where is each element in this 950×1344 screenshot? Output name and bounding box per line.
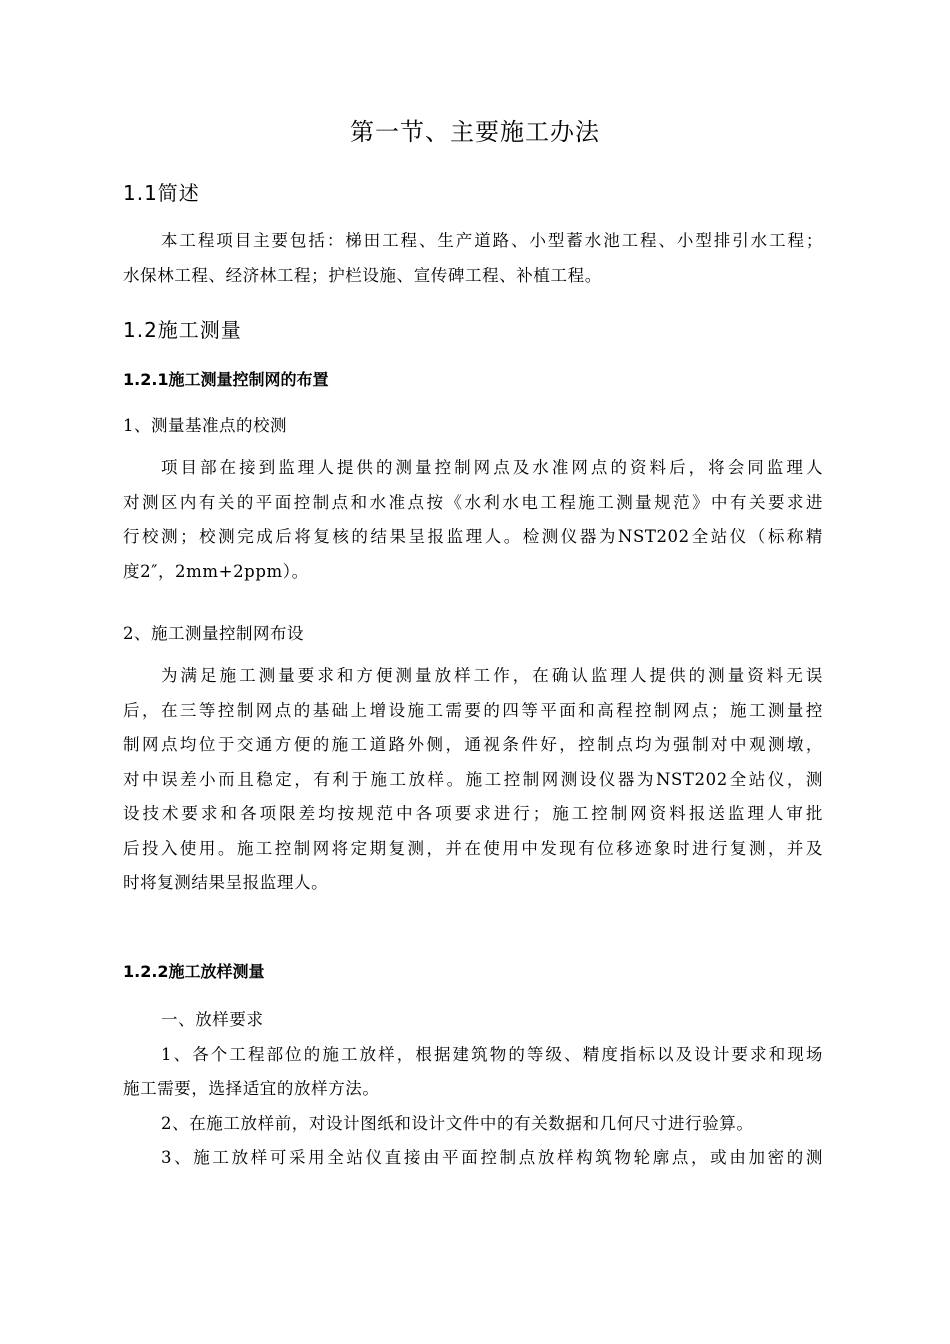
paragraph-line: 水保林工程、经济林工程；护栏设施、宣传碑工程、补植工程。 bbox=[123, 265, 602, 285]
setting-out-requirements bbox=[123, 1003, 823, 1176]
item-title-network-layout: 2、施工测量控制网布设 bbox=[123, 624, 304, 643]
paragraph-line: 设技术要求和各项限差均按规范中各项要求进行；施工控制网资料报送监理人审批 bbox=[123, 804, 823, 823]
paragraph-line: 后投入使用。施工控制网将定期复测，并在使用中发现有位移迹象时进行复测，并及 bbox=[123, 838, 823, 858]
overview-paragraph bbox=[123, 224, 823, 293]
network-layout-paragraph bbox=[123, 659, 823, 901]
paragraph-line: 对测区内有关的平面控制点和水准点按《水利水电工程施工测量规范》中有关要求进 bbox=[123, 492, 823, 512]
paragraph-line: 项目部在接到监理人提供的测量控制网点及水准网点的资料后，将会同监理人 bbox=[161, 458, 823, 477]
requirement-3: 3、施工放样可采用全站仪直接由平面控制点放样构筑物轮廓点，或由加密的测 bbox=[161, 1148, 823, 1167]
section-heading-survey: 1.2施工测量 bbox=[123, 318, 242, 342]
paragraph-line: 为满足施工测量要求和方便测量放样工作，在确认监理人提供的测量资料无误 bbox=[161, 666, 823, 685]
subsection-heading-setting-out: 1.2.2施工放样测量 bbox=[123, 962, 265, 981]
subsection-heading-control-network: 1.2.1施工测量控制网的布置 bbox=[123, 370, 329, 389]
item-title-benchmark-check: 1、测量基准点的校测 bbox=[123, 416, 287, 435]
section-heading-overview: 1.1简述 bbox=[123, 181, 200, 205]
requirements-title: 一、放样要求 bbox=[161, 1010, 264, 1029]
requirement-1-line: 施工需要，选择适宜的放样方法。 bbox=[123, 1079, 380, 1098]
paragraph-line: 时将复测结果呈报监理人。 bbox=[123, 873, 329, 892]
benchmark-check-paragraph bbox=[123, 451, 823, 589]
paragraph-line: 对中误差小而且稳定，有利于施工放样。施工控制网测设仪器为NST202全站仪，测 bbox=[123, 769, 823, 789]
paragraph-line: 度2″，2mm+2ppm）。 bbox=[123, 561, 309, 581]
paragraph-line: 后，在三等控制网点的基础上增设施工需要的四等平面和高程控制网点；施工测量控 bbox=[123, 700, 823, 720]
paragraph-line: 本工程项目主要包括：梯田工程、生产道路、小型蓄水池工程、小型排引水工程； bbox=[161, 231, 823, 250]
requirement-2: 2、在施工放样前，对设计图纸和设计文件中的有关数据和几何尺寸进行验算。 bbox=[161, 1113, 754, 1133]
requirement-1-line: 1、各个工程部位的施工放样，根据建筑物的等级、精度指标以及设计要求和现场 bbox=[161, 1044, 823, 1064]
page-title: 第一节、主要施工办法 bbox=[350, 118, 600, 146]
paragraph-line: 行校测；校测完成后将复核的结果呈报监理人。检测仪器为NST202全站仪（标称精 bbox=[123, 527, 823, 546]
paragraph-line: 制网点均位于交通方便的施工道路外侧，通视条件好，控制点均为强制对中观测墩， bbox=[123, 735, 823, 754]
